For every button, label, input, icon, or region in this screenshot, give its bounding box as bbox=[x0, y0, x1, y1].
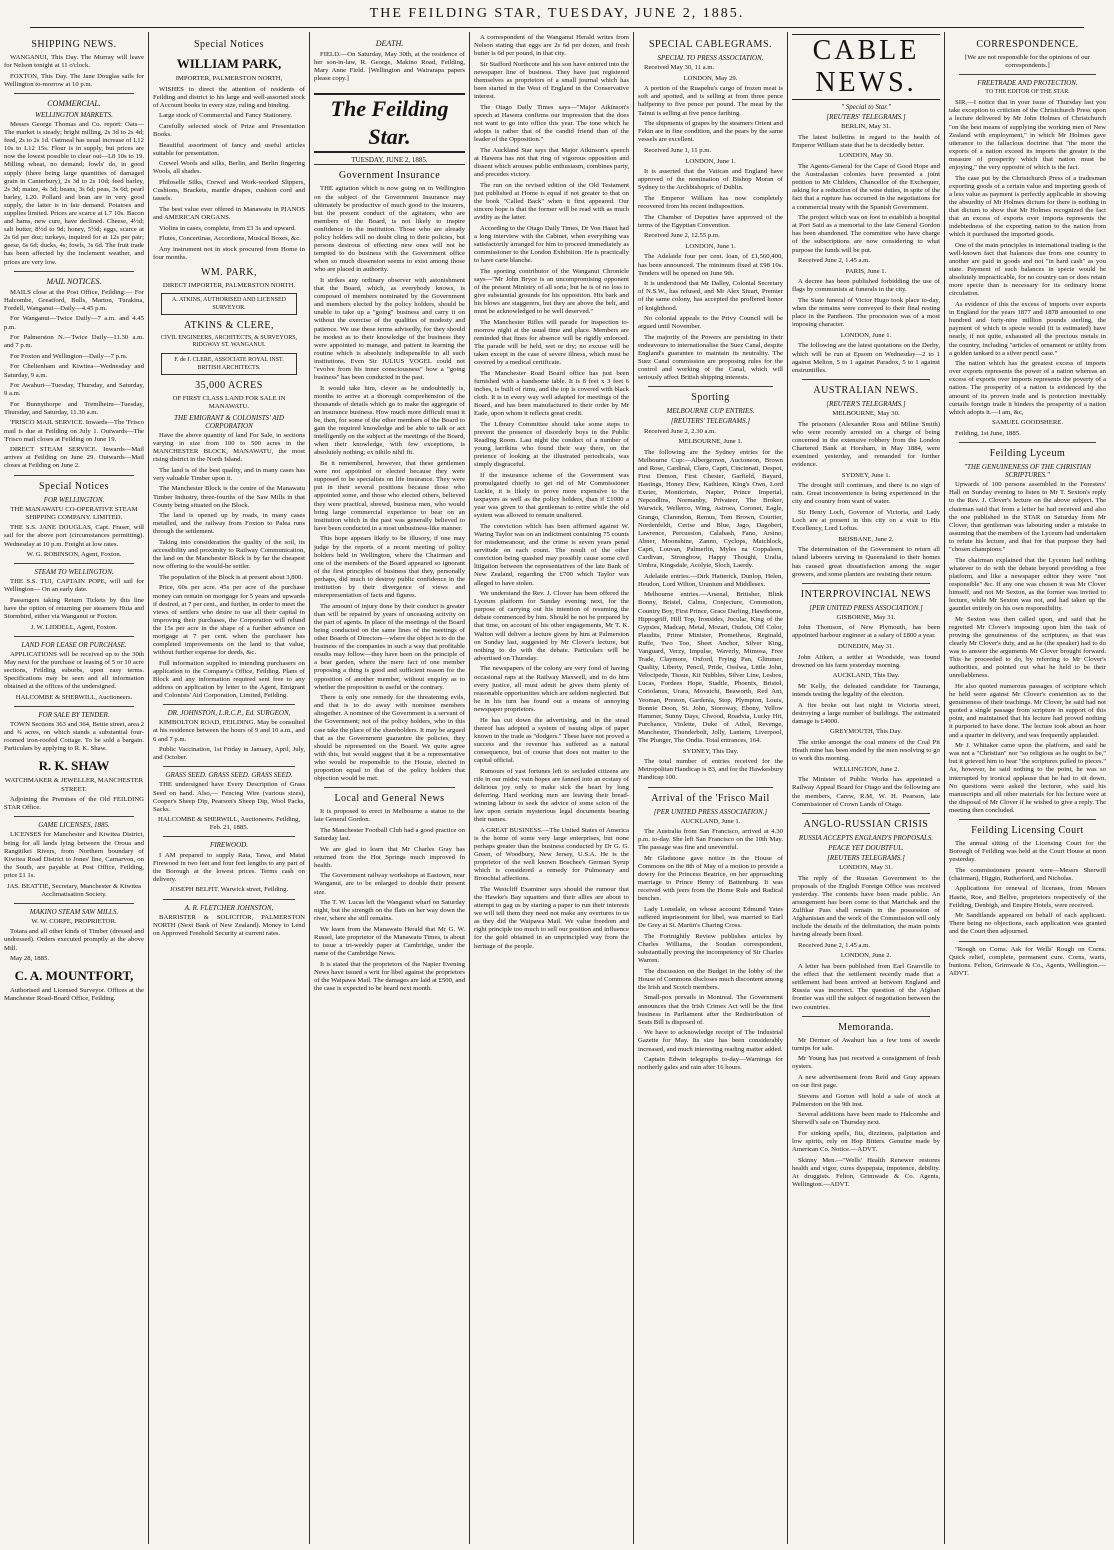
ad-body: KIMBOLTON ROAD, FEILDING. May be consulted at his residence between the hours of 9 and 10 a.m., and 6 and 7 p.m. bbox=[153, 719, 305, 743]
received-line: Received June 2, 2.30 a.m. bbox=[644, 427, 717, 435]
mail-item: For Cheltenham and Kiwitea—Wednesday and Saturday, 9 a.m. bbox=[4, 363, 144, 379]
mail-item: For Foxton and Wellington—Daily—7 p.m. bbox=[10, 352, 128, 360]
mail-item: For Palmerston N.—Twice Daily—11.30 a.m. and 7 p.m. bbox=[4, 334, 144, 350]
divider bbox=[14, 93, 134, 94]
ad-signature: JOSEPH BELFIT. Warwick street, Feilding. bbox=[169, 886, 289, 894]
editor-note: [We are not responsible for the opinions of our correspondents.] bbox=[964, 54, 1090, 70]
ad-body: Carefully selected stock of Prize and Presentation Books. bbox=[153, 122, 305, 139]
anglo-russian-heading: ANGLO-RUSSIAN CRISIS bbox=[803, 818, 929, 830]
shipping-item: WANGANUI, This Day. The Murray will leave for Nelson tonight at 11 o'clock. bbox=[4, 54, 144, 70]
dateline: AUCKLAND, This Day. bbox=[832, 672, 900, 680]
news-item: The Government railway workshops at Eastown, near Wanganui, are to be enlarged to double their present size. bbox=[314, 872, 465, 896]
news-item: The shipments of grapes by the steamers Orient and Fekin are in fine condition, and the pears by the same vessels are excellent. bbox=[638, 120, 783, 144]
ad-body: Totara and all other kinds of Timber (dressed and undressed). Orders executed promptly at the above Mill. bbox=[4, 928, 144, 952]
dateline: MELBOURNE, May 30. bbox=[832, 409, 900, 417]
news-item: The newspapers of the colony are very fond of having occasional raps at the Railway Maxwell, and to do him every justice, all must admit he gives them plenty of reasonable opportunities which are seldom neglected. But he in his turn has found out a means of annoying newspaper proprietors. bbox=[474, 665, 629, 713]
divider bbox=[163, 704, 295, 705]
news-item: He also quoted numerous passages of scripture which he held were against Mr Clover's contention as to the genuineness of their teachings. Mr Clover, he said had not quoted a single passage from scripture in support of this point, and maintained that his lecture had proved nothing it purported to have done. The lecture took about an hour and a quarter in delivery, and was frequently applauded. bbox=[949, 682, 1106, 739]
ad-body: WISHES to direct the attention of residents of Feilding and district to his large and well-assorted stock of Account books in every size, ruling and binding. bbox=[153, 85, 305, 109]
news-item: We are glad to learn that Mr Charles Gray has returned from the Hot Springs much improved fn health. bbox=[314, 845, 465, 869]
section-subheading: " Special to Star." bbox=[841, 103, 891, 111]
letter-date: Feilding, 1st June, 1885. bbox=[955, 429, 1021, 437]
column-4 bbox=[470, 34, 633, 1542]
news-item: The Manchester Football Club had a good practice on Saturday last. bbox=[314, 826, 465, 842]
ad-heading: FOR WELLINGTON. bbox=[43, 495, 105, 504]
column-6 bbox=[788, 34, 944, 1542]
ad-body: Flutes, Concertinas, Accordions, Musical Boxes, &c. bbox=[159, 235, 301, 243]
news-item: We understand the Rev. J. Clover has been offered the Lyceum platform for Sunday evening next, for the purpose of carrying out his intention of resuming the debate commenced by him. Should he not be prepared by that time, on account of his other engagements, Mr T. K. Walton will deliver a lecture given by him at Palmerston on Sunday last, suggested by Mr Clover's lecture, but nothing to do with the debate. Particulars will be advertised on Thursday. bbox=[474, 590, 629, 662]
ad-subheading: CIVIL ENGINEERS, ARCHITECTS, & SURVEYORS, RIDGWAY ST. WANGANUI. bbox=[160, 334, 298, 349]
ad-body: TOWN Sections 363 and 364, Bettie street, area 2 and ¾ acres, on which stands a substantial four-roomed iron-roofed Cottage. To be sold a bargain. Particulars by applying to R. K. Shaw. bbox=[4, 721, 144, 753]
markets-report: Messrs George Thomas and Co. report: Oats—The market is steady; bright milling, 2s 3d to 2s 4d; feed, 2s to 2s 1d. Oatmeal has usual increase of L12 10s to L12 15s. Flour is in supply, but prices are now the lowest possible to clear out—L8 10s to 19. Milling wheat, no demand; fowls' do, in good supply (there being large quantities of damaged grain in Canterbury), 2s 3d to 2s 10d; feed barley, 2s 3d; maize, 4s 3d; beans, 3s 6d; peas, 3s 6d; pearl barley, L20. Pollard and bran are in very good supply, the latter is in fair demand. Potatoes and supplies limited. Prices are scarce at L7 10s. Bacon and hams, new cure, have declined. Cheese, 4½d; salt butter, 8½d to 9d; honey, 5½d; eggs, scarce at 2s 6d per doz; turkeys, inquired for at 12s per pair; geese, 6s 6d; ducks, 4s; fowls, 3s 6d. The fruit trade has been affected by the inclement weather, and prices are very low. bbox=[4, 120, 144, 266]
source-note: [PER UNITED PRESS ASSOCIATION.] bbox=[809, 603, 923, 612]
clere-card: F. de J. CLERE, ASSOCIATE ROYAL INST. BRITISH ARCHITECTS. bbox=[161, 353, 297, 375]
ad-body: Have the above quantity of land For Sale, in sections varying in size from 100 to 500 acres in the MANCHESTER BLOCK, MANAWATU, the most rising district in the North Island. bbox=[153, 431, 305, 464]
news-item: Sir Stafford Northcote and his son have entered into the newspaper line of business. They have just registered themselves as proprietors of a small journal which has been started in the West of England in the Conservative interest. bbox=[474, 60, 630, 101]
news-item: A fire broke out last night in Victoria street, destroying a large number of buildings. The estimated damage is £4000. bbox=[792, 701, 940, 725]
ad-heading: WM. PARK, bbox=[200, 266, 258, 278]
letter-paragraph: The nation which has the greatest excess of imports over exports represents the power of a nation whereas an excess of exports over imports represents the poverty of a nation. The prosperity of a nation is evidenced by the amount of its proven trade and is protection inevitably curtails foreign trade it hinders the prosperity of a nation which adopts it.—I am, &c, bbox=[949, 360, 1106, 416]
news-item: The Agents-General for the Cape of Good Hope and the Australasian colonies have presented a joint petition to Mr Childers, Chancellor of the Exchequer, asking for a reduction of the wine duties, in spite of the fact that a rupture has occurred in the negotiations for a commercial treaty with the Spanish Government. bbox=[792, 163, 940, 211]
news-item: The Minister of Public Works has appointed a Railway Appeal Board for Otago and the following are the members, Carew, R.M, W. H. Pearson, late Commissioner of Crown Lands of Otago. bbox=[792, 776, 940, 808]
dateline: BRISBANE, June 2. bbox=[838, 535, 894, 543]
ad-heading-large: WILLIAM PARK, bbox=[176, 56, 282, 71]
received-line: Received June 2, 12.55 p.m. bbox=[644, 232, 720, 240]
dateline: MELBOURNE, June 1. bbox=[678, 438, 743, 446]
news-item: The following are the latest quotations on the Derby, which will be run at Epsom on Wednesday—2 to 1 against Melton, 5 to 1 against Paradox, 5 to 1 against ensiruntifles. bbox=[792, 342, 940, 374]
ad-body: The best value ever offered in Manawatu in PIANOS and AMERICAN ORGANS. bbox=[153, 205, 305, 221]
ad-heading: GRASS SEED. GRASS SEED. GRASS SEED. bbox=[165, 771, 293, 780]
source-note: [REUTER'S TELEGRAMS.] bbox=[826, 399, 906, 408]
editorial-heading: Government Insurance bbox=[338, 170, 441, 182]
news-item: The State funeral of Victor Hugo took place to-day, when the remains were conveyed to their final resting place in the Pantheon. The procession was of a most imposing character. bbox=[792, 296, 940, 329]
mail-item: MAILS close at the Post Office, Feilding:— For Halcombe, Greatford, Bulls, Marton, Turakina, Fordell, Wanganui—Daily—4.45 p.m. bbox=[4, 288, 144, 312]
news-item: The Manchester Road Board office has just been furnished with a handsome table. It is 8 feet x 3 feet 6 inches, is built of rimu, and the top is covered with black cloth. It is in every way well adapted for meetings of the Board, and has been manufactured to their order by Mr Eade, upon whom it reflects great credit. bbox=[474, 369, 629, 418]
news-item: For sinking spells, fits, dizziness, palpitation and low spirits, rely on Hop Bitters. Genuine made by American Co. Notice.—ADVT. bbox=[792, 1130, 940, 1154]
divider bbox=[802, 379, 930, 380]
news-item: A portion of the Ruapehu's cargo of frozen meat is soft and spotted, and is selling at from three pence halfpenny to five pence per pound. The meat by the Tainui is selling at five pence farthing. bbox=[638, 85, 783, 117]
section-subheading: RUSSIA ACCEPTS ENGLAND'S PROPOSALS. bbox=[798, 833, 934, 842]
news-item: The majority of the Powers are persisting in their endeavours to internationalise the Suez Canal, despite England's guarantee to maintain its neutrality. The Suez Canal commission are proposing rules for the control and working of the Canal, which will seriously affect British shipping interests. bbox=[638, 333, 783, 382]
divider bbox=[802, 813, 930, 814]
news-item: A GREAT BUSINESS.—The United States of America is the home of some very large enterprises, but none perhaps greater than the business conducted by Dr G. G. Green, of Woodbury, New Jersey, U.S.A. He is the proprietor of the well known Boschee's German Syrup which is considered a remedy for Pulmonary and Bronchial affections. bbox=[474, 826, 629, 883]
advertisement: "Rough on Corns. Ask for Wells' Rough on Corns. Quick relief, complete, permanent cure. Corns, warts, bunions. Felton, Grimwade & Co., Agents, Wellington.—ADVT. bbox=[949, 945, 1106, 977]
section-subheading: "THE GENUINENESS OF THE CHRISTIAN SCRIPTURES." bbox=[964, 463, 1091, 480]
source-note: [REUTERS' TELEGRAMS.] bbox=[826, 113, 906, 122]
letter-signature: SAMUEL GOODSHERE. bbox=[991, 419, 1064, 427]
divider bbox=[14, 903, 134, 904]
news-item: Rumours of vast fortunes left to secluded citizens are rife in our midst; vain hopes are fanned into an ecstasy of delirious joy only to make sick the heart by long deferring. Hard working men are leaving their bread-winning labour to seek the advice of some scion of the law upon certain mysterious legal documents bearing their names. bbox=[474, 767, 629, 824]
news-item: Sir Henry Loch, Governor of Victoria, and Lady Loch are at present in this city on a visit to His Excellency, Lord Loftus. bbox=[792, 508, 940, 533]
divider bbox=[959, 442, 1096, 443]
news-item: He has cut down the advertising, and in the stead thereof has adopted a system of issuing slips of paper known in the trade as "dodgers." These have not proved a success and the revenue has suffered as a natural consequence, but of course that does not matter to the capital official. bbox=[474, 716, 629, 764]
news-item: The commissioners present were—Messrs Sherwill (chairman), Higgin, Rutherford, and Nicholas. bbox=[949, 866, 1106, 882]
ad-body: Taking into consideration the quality of the soil, its accessibility and proximity to Railway Communication, the land on the Manchester Block is by far the cheapest now offering to the would-be settler. bbox=[153, 538, 305, 571]
news-item: The Fortnightly Review publishes articles by Charles Williams, the Soudan correspondent, substantially proving the incompetency of Sir Charles Warren. bbox=[638, 932, 783, 965]
news-item: The discussion on the Budget in the lobby of the House of Commons discloses much discontent among the Irish and Scotch members. bbox=[638, 967, 783, 991]
ad-heading: ATKINS & CLERE, bbox=[184, 319, 274, 331]
ad-signature: HALCOMBE & SHERWILL, Auctioneers. bbox=[15, 693, 133, 701]
paper-title: The Feilding Star. bbox=[314, 93, 465, 153]
news-item: It is understood that Mr Dalley, Colonial Secretary of N.S.W., has refused, and Mr Alex Stuart, Premier of the same colony, has accepted the proffered honor of knighthood. bbox=[638, 280, 783, 312]
dateline: LONDON, June 1. bbox=[685, 157, 736, 165]
dateline: WELLINGTON, June 2. bbox=[832, 765, 900, 773]
news-item: No colonial appeals to the Privy Council will be argued until November. bbox=[638, 315, 783, 331]
divider bbox=[802, 1016, 930, 1017]
letter-heading: FREETRADE AND PROTECTION. bbox=[977, 79, 1078, 88]
mail-item: 'FRISCO MAIL SERVICE. Inwards—The 'Frisco mail is due at Feilding on July 1. Outwards—The 'Frisco mail closes at Feilding on June 19. bbox=[4, 419, 144, 443]
news-item: The drought still continues, and there is no sign of rain. Great inconvenience is being experienced in the city and country from want of water. bbox=[792, 482, 940, 506]
ad-heading: LAND FOR LEASE OR PURCHASE. bbox=[21, 640, 127, 649]
news-item: The determination of the Government to return all island laborers serving in Queensland to their homes has caused great dissatisfaction among the sugar growers, and some planters are resisting their return. bbox=[792, 546, 940, 578]
ad-heading: MAKINO STEAM SAW MILLS. bbox=[29, 907, 119, 916]
ad-body: APPLICATIONS will be received up to the 30th May next for the purchase or leasing of 5 or 10 acre sections, Feilding suburbs, upon easy terms. Specifications may be seen and all information obtained at the offices of the undersigned. bbox=[4, 650, 144, 691]
divider bbox=[163, 836, 295, 837]
divider bbox=[14, 816, 134, 817]
ad-body: Price, 60s per acre. 45s per acre of the purchase money can remain on mortgage for 5 years and upwards if desired, at 7 per cent., and further, in order to meet the views of settlers who desire to use all their capital in improving their purchases, the Corporation will refund the 15s per acre in the shape of a further advance on mortgage at 7 per cent. when the purchaser has completed improvements on the land to that value, without further expense for deeds, &c. bbox=[153, 584, 305, 657]
received-line: Received May 30, 11 a.m. bbox=[644, 64, 715, 72]
dateline: LONDON, May 29. bbox=[683, 74, 738, 82]
news-item: The Library Committee should take some steps to prevent the presence of disorderly boys in the Public Reading Room. Last night the conduct of a number of young larrikins who found their way there, on the pretence of looking at the illustrated periodicals, was simply disgraceful. bbox=[474, 420, 629, 469]
news-item: The sporting contributor of the Wanganui Chronicle says—"Mr John Bryce is an uncompromising opponent of the present Ministry of all sorts; but he is of no loss to give substantial grounds for his opposition. His bark and his blows are staggerers, but they are above the belt, and must be acknowledged to be well deserved." bbox=[474, 267, 629, 315]
divider bbox=[14, 636, 134, 637]
news-item: Mr Sexton was then called upon, and said that he regretted Mr Clover's imposing upon him the task of proving the genuineness of the scriptures, as that was clearly Mr Clover's duty, and as he (the speaker) had to do was to answer the arguments Mr Clover brought forward. This he proceeded to do, by referring to Mr Clover's authorities, and pointed out what he held to be their unreliableness. bbox=[949, 615, 1106, 680]
divider bbox=[959, 819, 1096, 820]
ad-body: Beautiful assortment of fancy and useful articles suitable for presentation. bbox=[153, 141, 305, 157]
news-item: Stevens and Gorton will hold a sale of stock at Palmerston on the 9th inst. bbox=[792, 1092, 940, 1108]
ad-heading: 35,000 ACRES bbox=[195, 379, 263, 391]
news-item: We learn from the Manawatu Herald that Mr G. W. Russel, late proprietor of the Manawatu Times, is about to issue a tri-weekly paper at Cambridge, under the name of the Cambridge News. bbox=[314, 925, 465, 958]
news-item: Mr Kelly, the defeated candidate for Tauranga, intends testing the legality of the election. bbox=[792, 682, 940, 699]
ad-body: BARRISTER & SOLICITOR, PALMERSTON NORTH (Next Bank of New Zealand). Money to Lend on Approved Freehold Security at current rates. bbox=[153, 913, 305, 937]
news-item: Mr Young has just received a consignment of fresh oysters. bbox=[792, 1055, 940, 1071]
news-item: The T. W. Lucas left the Wanganui wharf on Saturday night, but the strength on the flats on her way down the river, where she still remains. bbox=[314, 899, 465, 923]
news-item: The total number of entries received for the Metropolitan Handicap is 83, and for the Hawkesbury Handicap 100. bbox=[638, 758, 783, 782]
ad-heading: STEAM TO WELLINGTON. bbox=[34, 568, 114, 577]
letter-paragraph: SIR,—I notice that in your issue of Thursday last you take exception to criticism of the Christchurch Press upon a lecture delivered by Mr John Holmes of Christchurch "on the best means of supplying the working men of New Zealand with employment," in which Mr Holmes gave utterance to the fallacious doctrine that "the more the exports of a nation exceed its imports the greater is the measure of prosperity which that nation must be enjoying," the very opposite of which is the fact. bbox=[949, 99, 1106, 172]
ad-subheading: W. W. CORPE, PROPRIETOR. bbox=[31, 917, 117, 925]
dateline: LONDON, May 30. bbox=[839, 152, 893, 160]
issue-date: TUESDAY, JUNE 2, 1885. bbox=[314, 156, 465, 165]
australian-news-heading: AUSTRALIAN NEWS. bbox=[813, 384, 919, 396]
section-subheading: SPECIAL TO PRESS ASSOCIATION. bbox=[657, 54, 764, 62]
column-3 bbox=[310, 34, 469, 1542]
lyceum-heading: Feilding Lyceum bbox=[989, 448, 1066, 460]
ad-subheading: WATCHMAKER & JEWELLER, MANCHESTER STREET. bbox=[4, 777, 144, 793]
editorial-paragraph: The amount of injury done by their conduct is greater than will be repaired by years of unceasing activity on the part of agents. In place of the meetings of the Board being conducted on the same lines of the meetings of other Boards of Directors—where the object is to do the business of the companies in such a way that profitable results may follow—they have been on the principle of a bear garden, where the mere fact of one member proposing a thing is good and sufficient reason for the opposition of another member, without enquiry as to whether the proposition is useful or the contrary. bbox=[314, 602, 465, 691]
news-item: Applications for renewal of licenses, from Messrs Hastie, Roe, and Bellve, proprietors respectively of the Feilding, Denbigh, and Empire Hotels, were received. bbox=[949, 885, 1106, 909]
dateline: AUCKLAND, June 1. bbox=[680, 817, 741, 825]
news-item: The Chamber of Deputies have approved of the terms of the Egyptian Convention. bbox=[638, 213, 783, 229]
editorial-paragraph: THE agitation which is now going on in Wellington on the subject of the Government Insurance may ultimately be productive of much good to the insurers, but the present conduct of the agitators, who are members of the Board, is not likely to inspire confidence in the institution. Those who are already policy holders will no doubt cling to their policies, but persons desirous of effecting new ones will not be tempted to do business with the Government office when so much dissension seems to exist among those who are placed in authority. bbox=[314, 185, 465, 274]
ad-signature: JAS. BEATTIE, Secretary, Manchester & Kiwitea Acclimatisation Society. bbox=[6, 882, 142, 898]
licensing-heading: Feilding Licensing Court bbox=[971, 824, 1084, 836]
ad-heading: THE EMIGRANT & COLONISTS' AID CORPORATION bbox=[174, 413, 284, 430]
news-item: The conviction which has been affirmed against W. Waring Taylor was on an indictment containing 75 counts for misdemeanour, and the crime is seven years penal servitude on each count. The result of the other conviction being quashed may possibly cause some civil litigation between the representatives of the late Bank of New Zealand, regarding the £700 which Taylor was alleged to have stolen. bbox=[474, 522, 629, 587]
news-item: Captain Edwin telegraphs to-day—Warnings for northerly gales and rain after 16 hours. bbox=[638, 1056, 783, 1072]
ad-body: Any instrument not in stock procured from Home in four months. bbox=[153, 245, 305, 261]
news-item: The Otago Daily Times says—"Major Atkinson's speech at Hawera confirms our impression that the does not want to go into office this year. The tone which he adopts is rather that of the candid friend than of the leader of the Opposition." bbox=[474, 103, 629, 144]
news-item: According to the Otago Daily Times, Dr Von Haast had a long interview with the Cabinet, when everything was satisfactorily arranged for him to proceed immediately as commissioner to the London Exhibition. He is practically to have carte blanche. bbox=[474, 224, 629, 264]
news-item: Adelaide entries.—Dirk Hatterick, Dunlop, Helen, Heudon, Lord Wilton, Uranium and Middlesex. bbox=[638, 572, 783, 588]
news-item: The prisoners (Alexander Ross and Miline Smith) who were recently arrested on a charge of being concerned in the extensive robbery from the London Chartered Bank at Horsham, in May 1884, were examined yesterday, and remanded for further evidence. bbox=[792, 420, 940, 468]
ad-body: I AM prepared to supply Rata, Tawa, and Matai Firewood in two feet and four feet lengths to any part of the Borough at the lowest prices. Terms cash on delivery. bbox=[153, 851, 305, 883]
local-news-heading: Local and General News bbox=[334, 793, 445, 805]
ad-body: THE S.S. TUI, CAPTAIN POPE, will sail for Wellington— On an early date. bbox=[4, 578, 144, 594]
ad-subheading: THE MANAWATU CO-OPERATIVE STEAM SHIPPING COMPANY. LIMITED. bbox=[10, 505, 138, 521]
letter-paragraph: As evidence of this the excess of imports over exports in England for the years 1877 and 1878 amounted to one hundred and forty-nine million pounds sterling, the payment of which in specie would (it is estimated) have nearly, if not quite, exhausted all the precious metals in the country, including "articles of ornament or utility from a golden tankard to a silver pencil case." bbox=[949, 301, 1106, 357]
dateline: SYDNEY, June 1. bbox=[841, 471, 891, 479]
death-heading: DEATH. bbox=[375, 39, 404, 48]
ad-body: Adjoining the Premises of the Old FEILDING STAR Office. bbox=[4, 796, 144, 812]
source-note: [REUTERS' TELEGRAMS.] bbox=[670, 417, 751, 426]
column-2 bbox=[149, 34, 309, 1542]
news-item: John Aitken, a settler at Woodside, was found drowned on his farm yesterday morning. bbox=[792, 653, 940, 669]
ad-date: May 28, 1885. bbox=[10, 955, 50, 963]
page-masthead: THE FEILDING STAR, TUESDAY, JUNE 2, 1885. bbox=[30, 6, 1084, 28]
news-item: It is proposed to erect in Melbourne a statue to the late General Gordon. bbox=[314, 808, 465, 824]
ad-body: Passengers taking Return Tickets by this line have the option of returning per steamers Huia and Stormbird, either via Wanganui or Foxton. bbox=[4, 596, 144, 621]
ad-body: Crewel Wools and silks, Berlin, and Berlin fingering Wools, all shades. bbox=[153, 160, 305, 176]
dateline: LONDON, June 2. bbox=[840, 952, 892, 960]
atkins-card: A. ATKINS, AUTHORISED AND LICENSED SURVEYOR. bbox=[161, 293, 297, 315]
divider bbox=[163, 899, 295, 900]
news-item: Lady Lonsdale, on whose account Edmund Yates suffered imprisonment for libel, was married to Earl De Grey at St. Martin's Charing Cross. bbox=[638, 906, 783, 930]
ad-body: The population of the Block is at present about 3,800. bbox=[159, 573, 303, 581]
news-item: A new advertisement from Reid and Gray appears on our first page. bbox=[792, 1074, 940, 1090]
news-item: The Westcliff Examiner says should the rumour that the Hawke's Bay squatters and their allies are about to attempt to gag us by starting a paper to run their interests we will tell them they need not make any overtures to us as they did the Waipawa Mail. We value freedom and right principle too much to sell our position and influence for the gold obtained in an unprincipled way from the heritage of the people. bbox=[474, 885, 629, 950]
correspondence-heading: CORRESPONDENCE. bbox=[976, 39, 1079, 50]
shipping-heading: SHIPPING NEWS. bbox=[31, 39, 117, 50]
divider bbox=[14, 271, 134, 272]
ad-body: The land is opened up by roads, in many cases metalled, and the railway from Foxton to Palea runs through the settlement. bbox=[153, 512, 305, 536]
ad-body: Public Vaccination, 1st Friday in January, April, July, and October. bbox=[153, 746, 305, 762]
ad-heading: A. R. FLETCHER JOHNSTON, bbox=[184, 903, 274, 912]
source-note: [REUTERS TELEGRAMS.] bbox=[827, 853, 905, 862]
divider bbox=[959, 941, 1096, 942]
dateline: DUNEDIN, May 31. bbox=[837, 643, 895, 651]
news-item: The chairman explained that the Lyceum had nothing whatever to do with the debate beyond providing a free platform, and like a newspaper editor they were "not responsible" &c. If any one was chosen it was Mr Clover himself, and not Mr Sexton, as the former was invited to lecture, while Mr Sexton was not, and had taken up the gauntlet entirely on his own responsibility. bbox=[949, 556, 1106, 613]
news-item: It is stated that the proprietors of the Napier Evening News have issued a writ for libel against the proprietors of the Waipawa Mail. The damages are laid at £500, and the case is expected to be heard next month. bbox=[314, 960, 465, 993]
editorial-paragraph: It strikes any ordinary observer with astonishment that the Board, which, as everybody knows, is composed of members nominated by the Government and members elected by the policy holders, should be unable to take up a "going" business and carry it on without the exercise of the qualities of modesty and patience. We use these terms advisedly, for they should be modest as to their knowledge of the business they were appointed to manage, and patient in learning the routine which is absolutely indispensible in all such institutions. Even Sir JULIUS VOGEL could not "evolve from his inner consciousness" how a "going business" has been conducted in the past. bbox=[314, 277, 465, 382]
news-item: Mr Sandilands appeared on behalf of each applicant. There being no objections, each application was granted and the Court then adjourned. bbox=[949, 912, 1106, 936]
markets-heading: WELLINGTON MARKETS. bbox=[35, 110, 113, 119]
special-notices-heading: Special Notices bbox=[39, 480, 109, 492]
news-item: Upwards of 100 persons assembled in the Foresters' Hall on Sunday evening to listen to Mr T. Sexton's reply to the Rev. J. Clover's lecture on the above subject. The chairman said that from a letter he had received and also the one published in the STAR on Saturday from Mr Clover, that gentleman was labouring under a mistake in assuming that the members of the Lyceum had undertaken to refute his lecture, and that for that purpose they had "chosen champions." bbox=[949, 481, 1106, 553]
editorial-paragraph: Be it remembered, however, that these gentlemen were not appointed or elected because they were supposed to be specialists on life insurance. They were put in their several positions because those who appointed some, and those who elected others, believed they were practical, shrewd, business men, who would bring large commercial experience to bear on an institution which in the past was generally believed to have been conducted in a most unbusiness-like manner. bbox=[314, 460, 465, 532]
editorial-paragraph: There is only one remedy for the threatening evils, and that is to do away with nominee members altogether. A nominee of the Government is a servant of the Government; not of the policy holders, who in this case take the place of the shareholders. It may be argued that as the Government guarantee the policies, they should be represented on the Board. We quite agree with this, but would suggest that it be a representative who would be responsible to the House, elected in proportion equal to that of the policy holders that objection would be met. bbox=[314, 694, 465, 783]
ad-signature: J. W. LIDDELL, Agent, Foxton. bbox=[30, 623, 118, 631]
news-item: Melbourne entries.—Arsenal, Britisher, Blink Bonny, Bristel, Calms, Conjecture, Commotion, Country Boy, First Prince, Grace Darling, Hawthorne, Hippogriff, Hill Top, Ironsides, Jocular, King of the Gypsies, Madcap, Metal, Mozart, Oudois, Off Color, Plaudits, Prime Minister, Prometheus, Reginald, Ruffe, Two Too, Sheet Anchor, Silver King, Vanguard, Verzy, Impulse, Waverly, Mimosa, Free Trade, Claymore, Oxford, Frying Pan, Glimmer, Quality, Liberty, Pencil, Pride, Osslwa, Little John, Velocipede, Tissue, Kit Nubbles, Silver Line, Lesbos, Lucas, Fordees Hope, Stadtle, Phoenix, Bristol, Coriolanus, Urara, Movatchi, Beaworth, Red Ant, Yeoman, Preston, Gardenia, Stop, Plympton, Louis, Bonnie Doon, St. John, Storoway, Ebony, Yellow Hammer, Sunny Days, Clwood, Roadvia, Lucky Hit, Purchance, Violette, Duke of Athol, Revenge, Manchester, Thunderbolt, Jolly, Lantern, Liverpool, The Plunger, The Ondia. Total entrances, 164. bbox=[638, 591, 783, 745]
letter-paragraph: The case put by the Christchurch Press of a tradesman exporting goods of a certain value and importing goods of a less value as payment is perfectly applicable in showing the absurdity of Mr Holmes dictum for there is nothing in that dictum to show that Mr Holmes recognized the fact that an excess of exports over imports represents the indebtedness of the exporting nation to the nation from which it purchased the imported goods. bbox=[949, 174, 1106, 239]
ad-body: THE S.S. JANE DOUGLAS, Capt. Fraser, will sail for the above port (circumstances permitting). Wednesday at 10 p.m. Freight at low rates. bbox=[4, 524, 144, 548]
ad-signature: HALCOMBE & SHERWILL, Auctioneers. Feilding, Feb. 21, 1885. bbox=[157, 816, 301, 832]
divider bbox=[648, 787, 773, 788]
news-item: A letter has been published from Earl Granville to the effect that the settlement recently made that a settlement had been arrived at between England and Russia was incorrect. The question of the Afghan frontier was still the subject of negotiation between the two countries. bbox=[792, 963, 940, 1011]
news-item: The run on the revised edition of the Old Testament just published at Home is equal if not greater to that on the book "Called Back" when it first appeared. Our sincere hope is that the former will be read with as much avidity as the latter. bbox=[474, 181, 629, 221]
news-item: A decree has been published forbidding the use of flags by communists at funerals in the city. bbox=[792, 278, 940, 294]
ad-signature: W. G. ROBINSON, Agent, Foxton. bbox=[26, 551, 122, 559]
memoranda-heading: Memoranda. bbox=[838, 1021, 894, 1033]
news-item: Small-pox prevails in Montreal. The Government announces that the Irish Crimes Act will be the first business in Parliament after the Redistribution of Seats Bill is disposed of. bbox=[638, 994, 783, 1026]
news-item: It is asserted that the Vatican and England have approved of the nomination of Bishop Moran of Sydney to the Archbishopric of Dublin. bbox=[638, 168, 783, 192]
divider bbox=[324, 787, 455, 788]
divider bbox=[14, 475, 134, 476]
ad-body: LICENSES for Manchester and Kiwitea District, being for all lands lying between the Oroua and Rangitikei Rivers, from Northern boundary of Kiwitea Road District to Jones' line, Carnarvon, on the South, are payable at Post Office, Feilding, price £1 1s. bbox=[4, 831, 144, 879]
divider bbox=[14, 706, 134, 707]
ad-body: Large stock of Commercial and Fancy Stationery. bbox=[159, 112, 292, 120]
letter-salutation: TO THE EDITOR OF THE STAR. bbox=[985, 89, 1070, 96]
news-item: The Auckland Star says that Major Atkinson's speech at Hawera has not that ring of vigorous opposition and dissent which arouses public enthusiasm, combines party, and precedes victory. bbox=[474, 146, 629, 178]
dateline: PARIS, June 1. bbox=[845, 267, 887, 275]
ad-body: The Manchester Block is the centre of the Manawatu Timber Industry, three-fourths of the Saw Mills in that County being situated on the Block. bbox=[153, 485, 305, 509]
sporting-heading: Sporting bbox=[691, 392, 730, 404]
mail-item: For Awahuri—Tuesday, Thursday, and Saturday, 9 a.m. bbox=[4, 382, 144, 398]
news-item: The annual sitting of the Licensing Court for the Borough of Feilding was held at the Court House at noon yesterday. bbox=[949, 839, 1106, 864]
news-item: The latest bulletins in regard to the health of Emperor William state that he is decidedly better. bbox=[792, 133, 940, 149]
ad-body: Philoselle Silks, Crewel and Work-worked Slippers, Cushions, Brackets, mantle drapes, cushion cord and tassels. bbox=[153, 179, 305, 203]
frisco-mail-heading: Arrival of the 'Frisco Mail bbox=[651, 792, 770, 804]
news-item: If the insurance scheme of the Government was promulgated chiefly to get rid of Mr Commissioner Luckie, it is likely to prove more expensive to the taxpayers as well as the policy holders, than if £1000 a year was given to that gentleman to retire while the old system was allowed to remain unaltered. bbox=[474, 471, 629, 520]
news-item: We have to acknowledge receipt of The Industrial Gazette for May. Its size has been considerably increased, and much interesting reading matter added. bbox=[638, 1029, 783, 1053]
received-line: Received June 2, 1.45 a.m. bbox=[798, 941, 871, 949]
dateline: GREYMOUTH, This Day. bbox=[830, 728, 902, 736]
mail-heading: MAIL NOTICES. bbox=[46, 276, 102, 286]
news-item: The Emperor William has now completely recovered from his recent indisposition. bbox=[638, 194, 783, 210]
death-notice: FIELD.—On Saturday, May 30th, at the residence of her son-in-law, R. George, Makino Road, Feilding, Mary Anne Field. [Wellington and Wairarapa papers please copy.] bbox=[314, 51, 465, 83]
news-item: Several additions have been made to Halcombe and Sherwill's sale on Thursday next. bbox=[792, 1111, 940, 1127]
ad-subheading: OF FIRST CLASS LAND FOR SALE IN MANAWATU. bbox=[172, 394, 286, 411]
dateline: LONDON, June 1. bbox=[685, 242, 736, 250]
ad-body: Full information supplied to intending purchasers on application to the Company's Office, Feilding. Plans of Block and any information required sent free to any address on application by letter to the Agent, Emigrant and Colonists' Aid Corporation, Limited, Feilding. bbox=[153, 659, 305, 700]
news-item: The reply of the Russian Government to the proposals of the English Foreign Office was received yesterday. The contents have been made public. An arrangement has been come to that Marichak and the Zulfikar Pass shall remain in the possession of Afghanistan and the work of the Commission will only include the details of the delimitation, the main points having already been fixed. bbox=[792, 874, 940, 939]
ad-body: Violins in cases, complete, from £3 3s and upward. bbox=[159, 224, 296, 232]
section-subheading: MELBOURNE CUP ENTRIES. bbox=[666, 407, 755, 416]
received-line: Received June 1, 11 p.m. bbox=[644, 146, 712, 154]
news-item: Mr Gladstone gave notice in the House of Commons on the 8th of May of a motion to provide a dowry for the Princess Beatrice, on her approaching marriage to Prince Henry of Battenburg. It was received with jeers from the Home Rule and Radical benches. bbox=[638, 854, 783, 903]
ad-subheading: IMPORTER, PALMERSTON NORTH, bbox=[175, 75, 283, 82]
news-item: The strike amongst the coal miners of the Coal Pit Heath mine has been ended by the men resolving to go to work this morning. bbox=[792, 739, 940, 763]
mail-item: DIRECT STEAM SERVICE. Inwards—Mail arrives at Feilding on June 29. Outwards—Mail closes at Feilding on June 2. bbox=[4, 446, 144, 470]
news-item: The Manchester Rifles will parade for inspection to-morrow night at the usual time and place. Members are reminded that fines for absence will be rigidly enforced. The parade will be held, wet or dry; no excuse will be taken except in the case of severe illness, which must be covered by a medical certificate. bbox=[474, 318, 629, 367]
news-item: Mr J. Whitaker came upon the platform, and said he was not a "Christian" nor "so religious as he ought to be," but it grieved him to hear "the scriptures pulled to pieces." As, however, he said nothing to the point, he was so interrupted by ironical applause that he had to sit down. No questions were asked the lecturer, who said his manuscripts and all other materials for his lecture were at the disposal of Mr Clover if he wished to give a reply. The meeting then concluded. bbox=[949, 742, 1106, 814]
shipping-item: FOXTON, This Day. The Jane Douglas sails for Wellington to-morrow at 10 p.m. bbox=[4, 72, 144, 88]
letter-paragraph: One of the main principles in international trading is the well-known fact that balances due from one country to another are paid in goods and not "in hard cash" as you state. Payment of such balances in specie would be absolutely impracticable, for no country can or does retain more specie than is necessary for its ordinary home circulation. bbox=[949, 241, 1106, 298]
commercial-heading: COMMERCIAL. bbox=[47, 98, 101, 108]
special-notices-heading: Special Notices bbox=[194, 39, 264, 50]
editorial-paragraph: This hope appears likely to be illusory, if one may judge by the reports of a recent meeting of policy holders held in Wellington, where the Chairman and one of the members of the Board appeared so ignorant of the first principles of business that they, personally perhaps, did much to destroy public confidence in the institution by their divergence of views and misrepresentation of facts and figures. bbox=[314, 535, 465, 600]
ad-body: THE undersigned have Every Description of Grass Seed on hand. Also,— Fencing Wire (various sizes), Cooper's Sheep Dip, Pearson's Sheep Dip, Wool Packs, Sacks. bbox=[153, 781, 305, 813]
news-item: The Adelaide four per cent. loan, of £1,560,400, has been announced. The minimum fixed at £98 10s. Tenders will be opened on June 9th. bbox=[638, 253, 783, 277]
dateline: BERLIN, May 31. bbox=[841, 123, 891, 131]
ad-heading: DR. JOHNSTON, L.R.C.P., Ed. SURGEON, bbox=[167, 709, 291, 718]
source-note: [PER UNITED PRESS ASSOCIATION.] bbox=[653, 807, 768, 816]
received-line: Received June 2, 1.45 a.m. bbox=[798, 257, 871, 265]
ad-heading-large: C. A. MOUNTFORT, bbox=[14, 968, 134, 984]
divider bbox=[163, 766, 295, 767]
ad-body: The land is of the best quality, and in many cases has very valuable Timber upon it. bbox=[153, 466, 305, 482]
news-item: The Australia from San Francisco, arrived at 4.30 p.m. to-day. She left San Francisco on the 10th May. The passage was fine and uneventful. bbox=[638, 828, 783, 852]
divider bbox=[14, 563, 134, 564]
ad-heading: FIREWOOD. bbox=[210, 841, 248, 850]
ad-heading: FOR SALE BY TENDER. bbox=[38, 711, 110, 719]
cablegrams-heading: SPECIAL CABLEGRAMS. bbox=[648, 39, 773, 50]
dateline: LONDON, June 1. bbox=[840, 331, 892, 339]
news-item: The following are the Sydney entries for the Melbourne Cup:—Albergernon, Auctoneon, Brown and Rose, Cardinal, Claro, Capri, Cincinnati, Despot, First Demon, First Chester, Garfield, Bayard, Hastings, Honey Dew, Kathleen, King's Own, Lord Exeter, Monticristo, Napier, Prince Imperial, Nepcodlins, Normanby, Privateer, The Broker, Warwick, Wellerco, Wing, Astroea, Coronet, Eagle, Grango, Clarendon, Remus, Tom Brown, Courtier, Nordenfeldt, Cerise and Blue, Jago, Dagobert, Lawrence, Percussion, Calabash, Fano, Arsino, Abner, Moonshine, Zanno, Cyclops, Matchlock, Capri, Louvan, Palmerlin, Myles na Coppaleen, Cardivan, Strongbow, Happy Thought, Uralia, Umbra, Kingsdale, Acolyte, Sloch, Laerdy. bbox=[638, 448, 783, 570]
column-7 bbox=[945, 34, 1110, 1542]
interprovincial-heading: INTERPROVINCIAL NEWS bbox=[800, 588, 932, 600]
divider bbox=[648, 386, 773, 387]
editorial-paragraph: It would take him, clever as he undoubtedly is, months to arrive at a thorough comprehension of the thousands of details which go to make the aggregate of an insurance business. How much more difficult must it be, then, for some of the other members of the Board to gain the required knowledge and be able to talk or act intelligently on the subject at the meetings of the Board, when their knowledge, with few exceptions, is absolutely nothing; ex nihilo nihil fit. bbox=[314, 384, 465, 457]
news-item: Mr Dermer of Awahuri has a few tons of swede turnips for sale. bbox=[792, 1036, 940, 1052]
news-item: Skinny Men.—"Wells' Health Renewer restores health and vigor, cures dyspepsia, impotence, debility. At druggists. Felton, Grimwade & Co. Agents, Wellington.—ADVT. bbox=[792, 1156, 940, 1189]
news-item: A correspondent of the Wanganui Herald writes from Nelson stating that eggs are 2s 6d per dozen, and fresh butter is 6d per pound, in that city. bbox=[474, 34, 629, 58]
mail-item: For Wanganui—Twice Daily—7 a.m. and 4.45 p.m. bbox=[4, 315, 144, 331]
dateline: GISBORNE, May 31. bbox=[836, 613, 896, 621]
ad-subheading: DIRECT IMPORTER, PALMERSTON NORTH. bbox=[162, 281, 296, 289]
cable-news-heading: CABLE NEWS. bbox=[792, 34, 940, 100]
dateline: SYDNEY, This Day. bbox=[682, 747, 739, 755]
news-item: John Thomson, of New Plymouth, has been appointed harbour engineer at a salary of £800 a year. bbox=[792, 624, 940, 640]
news-item: The project which was on foot to establish a hospital at Port Said as a memorial to the late General Gordon has been abandoned. The committee who have charge of the subscriptions are now considering to what purpose the funds will be put. bbox=[792, 214, 940, 254]
column-5 bbox=[634, 34, 787, 1542]
dateline: LONDON, May 31. bbox=[839, 864, 893, 872]
column-1 bbox=[0, 34, 148, 1542]
divider bbox=[959, 74, 1096, 75]
section-subheading: PEACE YET DOUBTFUL. bbox=[828, 843, 904, 852]
ad-heading-large: R. K. SHAW bbox=[38, 758, 110, 774]
ad-heading: GAME LICENSES, 1885. bbox=[38, 821, 110, 830]
mail-item: For Bunnythorpe and Tremlheim—Tuesday, Thursday, and Saturday, 11.30 a.m. bbox=[4, 400, 144, 416]
ad-body: Authorised and Licensed Surveyor. Offices at the Manchester Road-Board Office, Feilding. bbox=[4, 987, 144, 1003]
divider bbox=[802, 583, 930, 584]
